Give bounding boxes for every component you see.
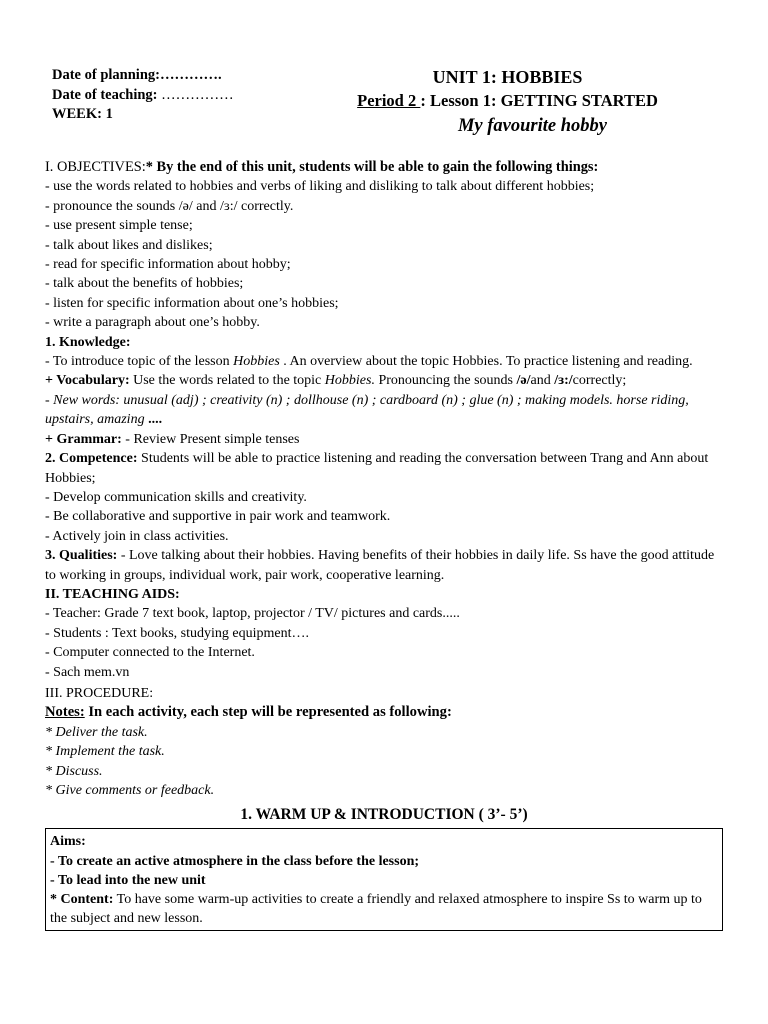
list-item: - read for specific information about hobby; — [45, 257, 291, 273]
list-item: - Sach mem.vn — [45, 664, 130, 680]
unit-title: UNIT 1: HOBBIES — [432, 67, 583, 87]
week: WEEK: 1 — [52, 106, 113, 122]
knowledge-heading: 1. Knowledge: — [45, 334, 131, 350]
warm-up-content: * Content: To have some warm-up activities to create a friendly and relaxed atmosphere to inspire Ss to warm up to the subject and new lesson. — [50, 892, 702, 927]
competence: 2. Competence: Students will be able to practice listening and reading the conversation between Trang and Ann about Hobbies; — [45, 451, 709, 486]
lesson-title-block — [300, 66, 715, 138]
list-item: * Deliver the task. — [45, 724, 148, 740]
teaching-aids-heading: II. TEACHING AIDS: — [45, 586, 180, 602]
list-item: - pronounce the sounds /ə/ and /ɜ:/ correctly. — [45, 198, 294, 214]
competence-list — [45, 488, 723, 546]
planning-info — [52, 66, 234, 125]
list-item: - use the words related to hobbies and verbs of liking and disliking to talk about different hobbies; — [45, 179, 595, 195]
procedure-steps — [45, 723, 723, 801]
list-item: - talk about the benefits of hobbies; — [45, 276, 244, 292]
list-item: - Actively join in class activities. — [45, 528, 229, 544]
list-item: - talk about likes and dislikes; — [45, 237, 213, 253]
lesson-subtitle: My favourite hobby — [457, 116, 607, 136]
list-item: - Be collaborative and supportive in pair work and teamwork. — [45, 509, 391, 525]
procedure-notes: Notes: In each activity, each step will be represented as following: — [45, 704, 452, 721]
procedure-heading: III. PROCEDURE: — [45, 685, 154, 701]
list-item: - To create an active atmosphere in the class before the lesson; — [50, 853, 420, 869]
list-item: - Develop communication skills and creativity. — [45, 489, 307, 505]
list-item: - Computer connected to the Internet. — [45, 645, 255, 661]
period-line: Period 2 : Lesson 1: GETTING STARTED — [357, 91, 658, 110]
list-item: * Give comments or feedback. — [45, 783, 215, 798]
vocabulary: + Vocabulary: Use the words related to the topic Hobbies. Pronouncing the sounds /ə/and /ɜ:/correctly; — [45, 373, 627, 389]
date-of-planning: Date of planning:…………. — [52, 67, 222, 83]
list-item: - write a paragraph about one’s hobby. — [45, 315, 260, 331]
list-item: - Students : Text books, studying equipment…. — [45, 625, 309, 641]
list-item: - To lead into the new unit — [50, 872, 206, 888]
teaching-aids-list — [45, 604, 723, 682]
list-item: - use present simple tense; — [45, 218, 193, 234]
lesson-body — [45, 158, 723, 931]
list-item: - listen for specific information about one’s hobbies; — [45, 295, 339, 311]
knowledge-intro: - To introduce topic of the lesson Hobbies . An overview about the topic Hobbies. To practice listening and reading. — [45, 354, 693, 370]
aims-box — [45, 828, 723, 931]
list-item: - Teacher: Grade 7 text book, laptop, projector / TV/ pictures and cards..... — [45, 606, 460, 622]
objectives-list — [45, 177, 723, 332]
date-of-teaching: Date of teaching: …………… — [52, 86, 234, 103]
grammar: + Grammar: - Review Present simple tenses — [45, 431, 300, 447]
qualities: 3. Qualities: - Love talking about their hobbies. Having benefits of their hobbies in daily life. Ss have the good attitude to working in groups, individual work, pair work, cooperative learning. — [45, 548, 715, 583]
objectives-heading: I. OBJECTIVES:* By the end of this unit, students will be able to gain the following things: — [45, 159, 599, 175]
list-item: * Discuss. — [45, 763, 103, 779]
warm-up-heading: 1. WARM UP & INTRODUCTION ( 3’- 5’) — [240, 806, 528, 824]
period-label: Period 2 — [357, 91, 421, 110]
aims-label: Aims: — [50, 834, 86, 850]
list-item: * Implement the task. — [45, 744, 165, 760]
new-words: - New words: unusual (adj) ; creativity (n) ; dollhouse (n) ; cardboard (n) ; glue (n) ; making models. horse riding, upstairs, amazing .... — [45, 392, 689, 428]
